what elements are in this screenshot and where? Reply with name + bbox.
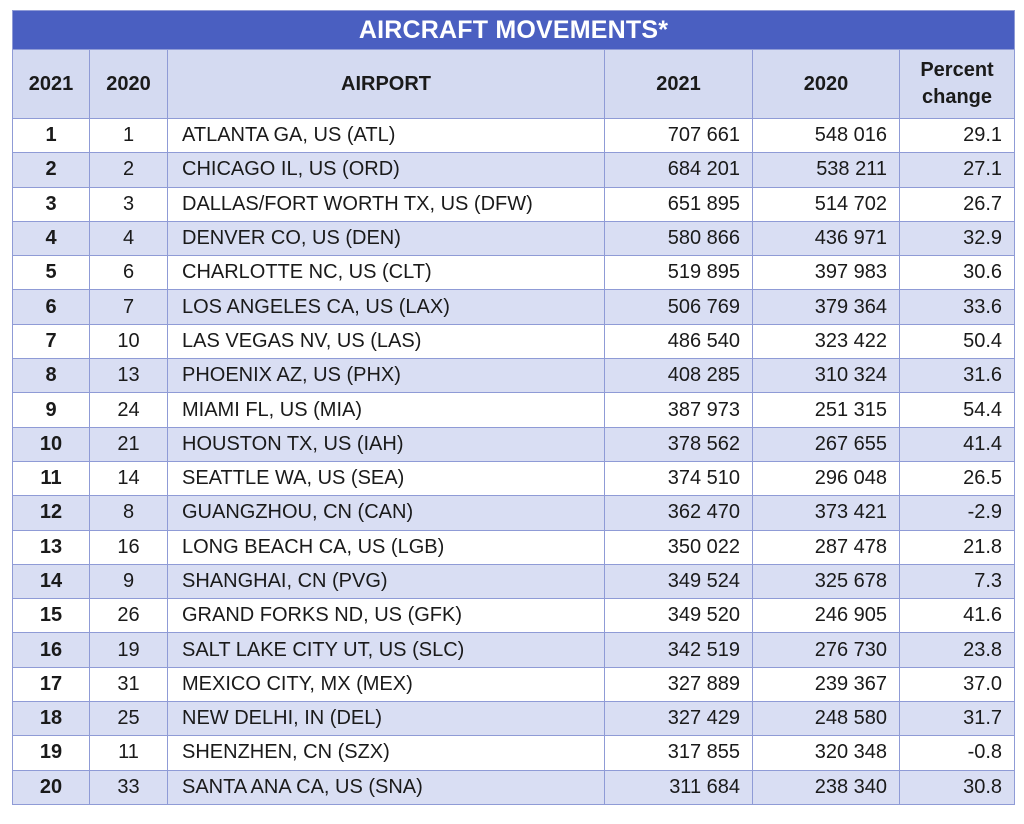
- percent-change-cell: -0.8: [900, 736, 1015, 770]
- percent-change-cell: 21.8: [900, 530, 1015, 564]
- header-percent-line1: Percent: [920, 59, 994, 81]
- rank-2021-cell: 12: [13, 496, 90, 530]
- table-row: [13, 702, 1015, 736]
- airport-cell: SEATTLE WA, US (SEA): [168, 461, 605, 495]
- movements-2020-cell: 238 340: [753, 770, 900, 804]
- rank-2020-cell: 33: [90, 770, 168, 804]
- percent-change-cell: 29.1: [900, 119, 1015, 153]
- rank-2021-cell: 6: [13, 290, 90, 324]
- percent-change-cell: 30.6: [900, 256, 1015, 290]
- rank-2021-cell: 14: [13, 564, 90, 598]
- movements-2021-cell: 580 866: [605, 221, 753, 255]
- percent-change-cell: 54.4: [900, 393, 1015, 427]
- rank-2021-cell: 15: [13, 599, 90, 633]
- movements-2020-cell: 538 211: [753, 153, 900, 187]
- movements-2020-cell: 246 905: [753, 599, 900, 633]
- rank-2020-cell: 1: [90, 119, 168, 153]
- airport-cell: NEW DELHI, IN (DEL): [168, 702, 605, 736]
- movements-2021-cell: 408 285: [605, 359, 753, 393]
- percent-change-cell: 41.4: [900, 427, 1015, 461]
- aircraft-movements-table-wrapper: [12, 10, 1014, 805]
- header-percent-line2: change: [922, 86, 993, 108]
- movements-2020-cell: 379 364: [753, 290, 900, 324]
- percent-change-cell: 23.8: [900, 633, 1015, 667]
- movements-2020-cell: 248 580: [753, 702, 900, 736]
- airport-cell: GRAND FORKS ND, US (GFK): [168, 599, 605, 633]
- movements-2020-cell: 239 367: [753, 667, 900, 701]
- rank-2021-cell: 20: [13, 770, 90, 804]
- movements-2020-cell: 514 702: [753, 187, 900, 221]
- movements-2021-cell: 362 470: [605, 496, 753, 530]
- table-row: [13, 461, 1015, 495]
- airport-cell: MIAMI FL, US (MIA): [168, 393, 605, 427]
- rank-2020-cell: 6: [90, 256, 168, 290]
- percent-change-cell: 37.0: [900, 667, 1015, 701]
- rank-2021-cell: 13: [13, 530, 90, 564]
- rank-2020-cell: 19: [90, 633, 168, 667]
- rank-2021-cell: 8: [13, 359, 90, 393]
- rank-2021-cell: 4: [13, 221, 90, 255]
- movements-2021-cell: 387 973: [605, 393, 753, 427]
- movements-2020-cell: 323 422: [753, 324, 900, 358]
- movements-2021-cell: 519 895: [605, 256, 753, 290]
- airport-cell: LONG BEACH CA, US (LGB): [168, 530, 605, 564]
- rank-2021-cell: 11: [13, 461, 90, 495]
- table-row: [13, 119, 1015, 153]
- rank-2020-cell: 31: [90, 667, 168, 701]
- movements-2021-cell: 311 684: [605, 770, 753, 804]
- table-row: [13, 393, 1015, 427]
- table-row: [13, 496, 1015, 530]
- rank-2021-cell: 19: [13, 736, 90, 770]
- rank-2020-cell: 25: [90, 702, 168, 736]
- percent-change-cell: 33.6: [900, 290, 1015, 324]
- airport-cell: SHANGHAI, CN (PVG): [168, 564, 605, 598]
- rank-2020-cell: 4: [90, 221, 168, 255]
- table-row: [13, 221, 1015, 255]
- percent-change-cell: 31.7: [900, 702, 1015, 736]
- rank-2021-cell: 1: [13, 119, 90, 153]
- movements-2021-cell: 349 524: [605, 564, 753, 598]
- rank-2020-cell: 7: [90, 290, 168, 324]
- table-title: AIRCRAFT MOVEMENTS*: [13, 11, 1015, 50]
- rank-2020-cell: 14: [90, 461, 168, 495]
- rank-2021-cell: 10: [13, 427, 90, 461]
- rank-2021-cell: 18: [13, 702, 90, 736]
- percent-change-cell: 26.7: [900, 187, 1015, 221]
- airport-cell: LOS ANGELES CA, US (LAX): [168, 290, 605, 324]
- header-rank-2021: 2021: [13, 50, 90, 119]
- rank-2020-cell: 2: [90, 153, 168, 187]
- airport-cell: LAS VEGAS NV, US (LAS): [168, 324, 605, 358]
- percent-change-cell: 31.6: [900, 359, 1015, 393]
- airport-cell: SANTA ANA CA, US (SNA): [168, 770, 605, 804]
- percent-change-cell: 50.4: [900, 324, 1015, 358]
- table-row: [13, 770, 1015, 804]
- movements-2021-cell: 342 519: [605, 633, 753, 667]
- table-row: [13, 427, 1015, 461]
- movements-2021-cell: 349 520: [605, 599, 753, 633]
- movements-2021-cell: 350 022: [605, 530, 753, 564]
- movements-2020-cell: 320 348: [753, 736, 900, 770]
- movements-2021-cell: 317 855: [605, 736, 753, 770]
- table-row: [13, 290, 1015, 324]
- table-row: [13, 153, 1015, 187]
- rank-2020-cell: 10: [90, 324, 168, 358]
- header-rank-2020: 2020: [90, 50, 168, 119]
- airport-cell: HOUSTON TX, US (IAH): [168, 427, 605, 461]
- airport-cell: DENVER CO, US (DEN): [168, 221, 605, 255]
- header-airport: AIRPORT: [168, 50, 605, 119]
- column-header-row: [13, 50, 1015, 119]
- movements-2020-cell: 373 421: [753, 496, 900, 530]
- airport-cell: MEXICO CITY, MX (MEX): [168, 667, 605, 701]
- table-row: [13, 736, 1015, 770]
- rank-2021-cell: 7: [13, 324, 90, 358]
- airport-cell: CHARLOTTE NC, US (CLT): [168, 256, 605, 290]
- header-movements-2021: 2021: [605, 50, 753, 119]
- movements-2020-cell: 397 983: [753, 256, 900, 290]
- movements-2021-cell: 378 562: [605, 427, 753, 461]
- rank-2020-cell: 8: [90, 496, 168, 530]
- rank-2020-cell: 26: [90, 599, 168, 633]
- movements-2021-cell: 684 201: [605, 153, 753, 187]
- movements-2021-cell: 327 429: [605, 702, 753, 736]
- table-row: [13, 256, 1015, 290]
- header-movements-2020: 2020: [753, 50, 900, 119]
- rank-2020-cell: 13: [90, 359, 168, 393]
- percent-change-cell: 7.3: [900, 564, 1015, 598]
- header-percent-change: [900, 50, 1015, 119]
- table-row: [13, 633, 1015, 667]
- airport-cell: ATLANTA GA, US (ATL): [168, 119, 605, 153]
- movements-2020-cell: 325 678: [753, 564, 900, 598]
- movements-2021-cell: 486 540: [605, 324, 753, 358]
- table-row: [13, 564, 1015, 598]
- movements-2020-cell: 276 730: [753, 633, 900, 667]
- table-row: [13, 187, 1015, 221]
- rank-2020-cell: 3: [90, 187, 168, 221]
- rank-2021-cell: 2: [13, 153, 90, 187]
- movements-2020-cell: 436 971: [753, 221, 900, 255]
- rank-2020-cell: 9: [90, 564, 168, 598]
- table-title-row: [13, 11, 1015, 50]
- percent-change-cell: 26.5: [900, 461, 1015, 495]
- percent-change-cell: 41.6: [900, 599, 1015, 633]
- airport-cell: CHICAGO IL, US (ORD): [168, 153, 605, 187]
- rank-2020-cell: 11: [90, 736, 168, 770]
- rank-2020-cell: 16: [90, 530, 168, 564]
- table-row: [13, 530, 1015, 564]
- rank-2020-cell: 24: [90, 393, 168, 427]
- movements-2020-cell: 310 324: [753, 359, 900, 393]
- movements-2020-cell: 548 016: [753, 119, 900, 153]
- rank-2021-cell: 17: [13, 667, 90, 701]
- airport-cell: DALLAS/FORT WORTH TX, US (DFW): [168, 187, 605, 221]
- movements-2021-cell: 506 769: [605, 290, 753, 324]
- rank-2021-cell: 9: [13, 393, 90, 427]
- percent-change-cell: -2.9: [900, 496, 1015, 530]
- airport-cell: GUANGZHOU, CN (CAN): [168, 496, 605, 530]
- movements-2021-cell: 651 895: [605, 187, 753, 221]
- movements-2020-cell: 251 315: [753, 393, 900, 427]
- airport-cell: SALT LAKE CITY UT, US (SLC): [168, 633, 605, 667]
- rank-2021-cell: 3: [13, 187, 90, 221]
- percent-change-cell: 30.8: [900, 770, 1015, 804]
- movements-2020-cell: 296 048: [753, 461, 900, 495]
- percent-change-cell: 32.9: [900, 221, 1015, 255]
- movements-2020-cell: 287 478: [753, 530, 900, 564]
- table-row: [13, 324, 1015, 358]
- table-row: [13, 667, 1015, 701]
- aircraft-movements-table: [12, 10, 1015, 805]
- percent-change-cell: 27.1: [900, 153, 1015, 187]
- movements-2021-cell: 327 889: [605, 667, 753, 701]
- table-body: [13, 119, 1015, 805]
- movements-2021-cell: 374 510: [605, 461, 753, 495]
- table-row: [13, 599, 1015, 633]
- rank-2020-cell: 21: [90, 427, 168, 461]
- table-row: [13, 359, 1015, 393]
- airport-cell: PHOENIX AZ, US (PHX): [168, 359, 605, 393]
- movements-2020-cell: 267 655: [753, 427, 900, 461]
- movements-2021-cell: 707 661: [605, 119, 753, 153]
- airport-cell: SHENZHEN, CN (SZX): [168, 736, 605, 770]
- rank-2021-cell: 16: [13, 633, 90, 667]
- rank-2021-cell: 5: [13, 256, 90, 290]
